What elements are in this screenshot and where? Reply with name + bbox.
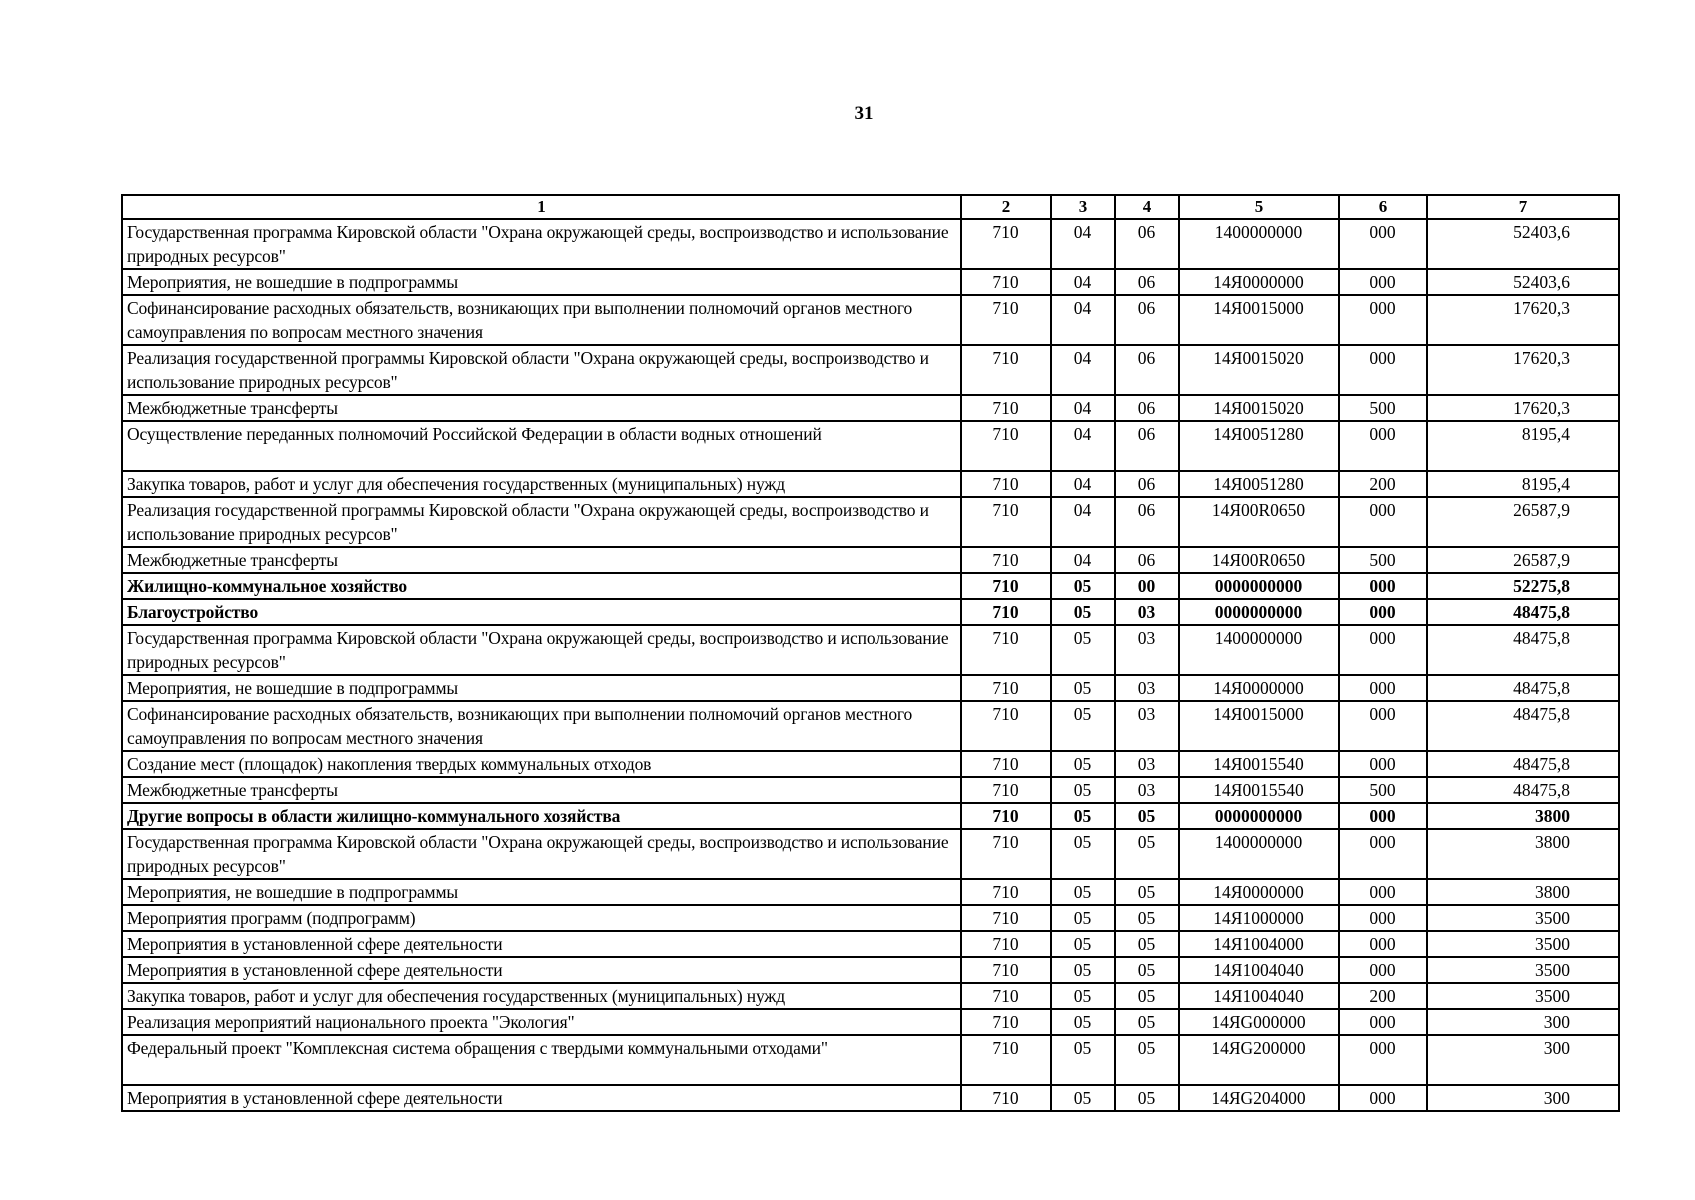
row-name: Государственная программа Кировской области "Охрана окружающей среды, воспроизводство и использование природных ресурсов" xyxy=(122,219,961,269)
row-name: Межбюджетные трансферты xyxy=(122,395,961,421)
budget-table xyxy=(121,194,1620,1112)
row-col-6: 200 xyxy=(1339,983,1427,1009)
table-row xyxy=(122,777,1619,803)
row-col-7: 17620,3 xyxy=(1427,295,1619,345)
row-col-4: 05 xyxy=(1115,803,1179,829)
row-col-2: 710 xyxy=(961,599,1051,625)
row-col-5: 0000000000 xyxy=(1179,599,1339,625)
row-col-5: 14Я0000000 xyxy=(1179,879,1339,905)
row-col-4: 06 xyxy=(1115,295,1179,345)
row-col-5: 1400000000 xyxy=(1179,625,1339,675)
row-col-5: 14Я1004040 xyxy=(1179,983,1339,1009)
row-col-5: 14ЯG204000 xyxy=(1179,1085,1339,1111)
row-name: Государственная программа Кировской области "Охрана окружающей среды, воспроизводство и использование природных ресурсов" xyxy=(122,625,961,675)
row-col-4: 06 xyxy=(1115,219,1179,269)
row-name: Создание мест (площадок) накопления твердых коммунальных отходов xyxy=(122,751,961,777)
row-name: Осуществление переданных полномочий Российской Федерации в области водных отношений xyxy=(122,421,961,471)
row-col-3: 05 xyxy=(1051,879,1115,905)
row-col-7: 48475,8 xyxy=(1427,675,1619,701)
row-col-6: 000 xyxy=(1339,957,1427,983)
row-col-7: 300 xyxy=(1427,1009,1619,1035)
row-col-5: 14Я0051280 xyxy=(1179,471,1339,497)
table-row xyxy=(122,675,1619,701)
row-col-4: 06 xyxy=(1115,497,1179,547)
row-col-2: 710 xyxy=(961,879,1051,905)
row-col-2: 710 xyxy=(961,295,1051,345)
table-row xyxy=(122,803,1619,829)
row-name: Реализация мероприятий национального проекта "Экология" xyxy=(122,1009,961,1035)
row-col-7: 3800 xyxy=(1427,829,1619,879)
header-row xyxy=(122,195,1619,219)
row-col-3: 04 xyxy=(1051,269,1115,295)
row-col-6: 000 xyxy=(1339,829,1427,879)
row-name: Мероприятия в установленной сфере деятельности xyxy=(122,931,961,957)
row-col-2: 710 xyxy=(961,219,1051,269)
row-col-4: 05 xyxy=(1115,1009,1179,1035)
row-name: Софинансирование расходных обязательств, возникающих при выполнении полномочий органов местного самоуправления по вопросам местного значения xyxy=(122,295,961,345)
row-col-3: 05 xyxy=(1051,701,1115,751)
row-col-3: 05 xyxy=(1051,777,1115,803)
row-col-7: 17620,3 xyxy=(1427,395,1619,421)
row-col-7: 26587,9 xyxy=(1427,497,1619,547)
row-col-5: 14Я0015020 xyxy=(1179,345,1339,395)
row-col-2: 710 xyxy=(961,931,1051,957)
row-col-6: 500 xyxy=(1339,395,1427,421)
row-col-3: 05 xyxy=(1051,803,1115,829)
header-col-7: 7 xyxy=(1427,195,1619,219)
row-col-7: 48475,8 xyxy=(1427,751,1619,777)
row-col-6: 000 xyxy=(1339,295,1427,345)
table-row xyxy=(122,751,1619,777)
row-col-3: 04 xyxy=(1051,547,1115,573)
header-col-5: 5 xyxy=(1179,195,1339,219)
row-col-7: 52403,6 xyxy=(1427,219,1619,269)
row-col-6: 000 xyxy=(1339,497,1427,547)
header-col-2: 2 xyxy=(961,195,1051,219)
row-col-7: 300 xyxy=(1427,1035,1619,1085)
table-row xyxy=(122,599,1619,625)
row-col-6: 000 xyxy=(1339,1035,1427,1085)
row-col-3: 04 xyxy=(1051,345,1115,395)
row-col-4: 03 xyxy=(1115,701,1179,751)
row-col-7: 3500 xyxy=(1427,905,1619,931)
row-col-3: 04 xyxy=(1051,295,1115,345)
row-col-7: 3500 xyxy=(1427,983,1619,1009)
row-col-6: 000 xyxy=(1339,905,1427,931)
row-col-2: 710 xyxy=(961,701,1051,751)
row-col-6: 000 xyxy=(1339,879,1427,905)
row-name: Благоустройство xyxy=(122,599,961,625)
row-col-2: 710 xyxy=(961,1009,1051,1035)
row-col-2: 710 xyxy=(961,269,1051,295)
row-col-5: 14Я0000000 xyxy=(1179,675,1339,701)
row-col-6: 000 xyxy=(1339,1009,1427,1035)
row-name: Межбюджетные трансферты xyxy=(122,547,961,573)
row-col-2: 710 xyxy=(961,345,1051,395)
table-row xyxy=(122,395,1619,421)
row-col-2: 710 xyxy=(961,547,1051,573)
row-col-4: 05 xyxy=(1115,905,1179,931)
table-row xyxy=(122,421,1619,471)
table-row xyxy=(122,957,1619,983)
row-col-4: 05 xyxy=(1115,957,1179,983)
row-col-6: 000 xyxy=(1339,421,1427,471)
table-row xyxy=(122,471,1619,497)
row-col-3: 05 xyxy=(1051,625,1115,675)
row-col-5: 14Я0015540 xyxy=(1179,777,1339,803)
row-col-3: 05 xyxy=(1051,573,1115,599)
row-col-6: 000 xyxy=(1339,675,1427,701)
row-col-2: 710 xyxy=(961,829,1051,879)
row-col-7: 48475,8 xyxy=(1427,701,1619,751)
row-name: Софинансирование расходных обязательств, возникающих при выполнении полномочий органов местного самоуправления по вопросам местного значения xyxy=(122,701,961,751)
row-col-6: 000 xyxy=(1339,1085,1427,1111)
row-col-7: 26587,9 xyxy=(1427,547,1619,573)
row-col-7: 48475,8 xyxy=(1427,625,1619,675)
row-col-3: 04 xyxy=(1051,395,1115,421)
page-number: 31 xyxy=(854,103,874,124)
row-col-6: 000 xyxy=(1339,625,1427,675)
row-col-3: 05 xyxy=(1051,599,1115,625)
row-col-3: 05 xyxy=(1051,1009,1115,1035)
row-col-6: 000 xyxy=(1339,751,1427,777)
table-row xyxy=(122,269,1619,295)
table-row xyxy=(122,701,1619,751)
row-name: Реализация государственной программы Кировской области "Охрана окружающей среды, воспроизводство и использование природных ресурсов" xyxy=(122,497,961,547)
row-col-3: 05 xyxy=(1051,905,1115,931)
row-col-5: 14Я1004040 xyxy=(1179,957,1339,983)
row-col-7: 17620,3 xyxy=(1427,345,1619,395)
table-row xyxy=(122,829,1619,879)
row-col-4: 05 xyxy=(1115,829,1179,879)
row-col-3: 05 xyxy=(1051,983,1115,1009)
row-col-6: 000 xyxy=(1339,803,1427,829)
row-col-7: 48475,8 xyxy=(1427,777,1619,803)
row-col-2: 710 xyxy=(961,625,1051,675)
row-col-4: 06 xyxy=(1115,471,1179,497)
row-name: Закупка товаров, работ и услуг для обеспечения государственных (муниципальных) нужд xyxy=(122,983,961,1009)
table-row xyxy=(122,1035,1619,1085)
table-row xyxy=(122,547,1619,573)
row-name: Мероприятия, не вошедшие в подпрограммы xyxy=(122,879,961,905)
row-name: Жилищно-коммунальное хозяйство xyxy=(122,573,961,599)
row-col-7: 52403,6 xyxy=(1427,269,1619,295)
table-row xyxy=(122,1085,1619,1111)
row-col-2: 710 xyxy=(961,471,1051,497)
row-col-3: 04 xyxy=(1051,421,1115,471)
row-col-6: 000 xyxy=(1339,345,1427,395)
table-row xyxy=(122,1009,1619,1035)
row-name: Реализация государственной программы Кировской области "Охрана окружающей среды, воспроизводство и использование природных ресурсов" xyxy=(122,345,961,395)
row-col-3: 05 xyxy=(1051,751,1115,777)
table-row xyxy=(122,931,1619,957)
row-col-3: 05 xyxy=(1051,1085,1115,1111)
table-body xyxy=(122,219,1619,1111)
row-col-5: 1400000000 xyxy=(1179,829,1339,879)
row-col-2: 710 xyxy=(961,421,1051,471)
row-col-3: 05 xyxy=(1051,829,1115,879)
row-col-3: 05 xyxy=(1051,675,1115,701)
row-col-4: 05 xyxy=(1115,1085,1179,1111)
row-col-7: 3500 xyxy=(1427,957,1619,983)
row-col-4: 03 xyxy=(1115,625,1179,675)
row-col-2: 710 xyxy=(961,751,1051,777)
row-name: Мероприятия, не вошедшие в подпрограммы xyxy=(122,269,961,295)
row-col-6: 000 xyxy=(1339,931,1427,957)
row-col-7: 52275,8 xyxy=(1427,573,1619,599)
row-col-4: 03 xyxy=(1115,599,1179,625)
row-col-6: 200 xyxy=(1339,471,1427,497)
row-col-5: 14Я1004000 xyxy=(1179,931,1339,957)
row-col-7: 8195,4 xyxy=(1427,421,1619,471)
row-col-2: 710 xyxy=(961,573,1051,599)
row-col-2: 710 xyxy=(961,803,1051,829)
row-col-6: 500 xyxy=(1339,777,1427,803)
row-col-3: 05 xyxy=(1051,957,1115,983)
row-col-3: 04 xyxy=(1051,219,1115,269)
row-name: Другие вопросы в области жилищно-коммунального хозяйства xyxy=(122,803,961,829)
row-col-2: 710 xyxy=(961,957,1051,983)
row-col-4: 05 xyxy=(1115,983,1179,1009)
row-col-2: 710 xyxy=(961,1035,1051,1085)
row-col-3: 05 xyxy=(1051,1035,1115,1085)
row-col-4: 03 xyxy=(1115,751,1179,777)
row-name: Мероприятия в установленной сфере деятельности xyxy=(122,957,961,983)
row-col-5: 14ЯG200000 xyxy=(1179,1035,1339,1085)
table-row xyxy=(122,219,1619,269)
row-col-4: 05 xyxy=(1115,879,1179,905)
row-name: Федеральный проект "Комплексная система обращения с твердыми коммунальными отходами" xyxy=(122,1035,961,1085)
row-col-5: 14Я0015020 xyxy=(1179,395,1339,421)
table-row xyxy=(122,983,1619,1009)
row-col-6: 000 xyxy=(1339,573,1427,599)
row-col-2: 710 xyxy=(961,497,1051,547)
row-col-4: 03 xyxy=(1115,777,1179,803)
row-col-2: 710 xyxy=(961,675,1051,701)
row-col-6: 000 xyxy=(1339,701,1427,751)
table-row xyxy=(122,295,1619,345)
row-col-4: 05 xyxy=(1115,1035,1179,1085)
header-col-3: 3 xyxy=(1051,195,1115,219)
table-row xyxy=(122,879,1619,905)
table-row xyxy=(122,905,1619,931)
row-name: Закупка товаров, работ и услуг для обеспечения государственных (муниципальных) нужд xyxy=(122,471,961,497)
row-col-5: 0000000000 xyxy=(1179,803,1339,829)
row-col-7: 48475,8 xyxy=(1427,599,1619,625)
row-col-6: 000 xyxy=(1339,269,1427,295)
row-col-5: 14Я00R0650 xyxy=(1179,547,1339,573)
row-col-6: 500 xyxy=(1339,547,1427,573)
row-col-4: 06 xyxy=(1115,269,1179,295)
row-name: Мероприятия, не вошедшие в подпрограммы xyxy=(122,675,961,701)
row-col-5: 14Я1000000 xyxy=(1179,905,1339,931)
row-col-5: 14Я0015000 xyxy=(1179,701,1339,751)
table-row xyxy=(122,625,1619,675)
row-col-5: 14Я0015000 xyxy=(1179,295,1339,345)
row-col-4: 06 xyxy=(1115,395,1179,421)
row-col-5: 14Я0015540 xyxy=(1179,751,1339,777)
row-col-2: 710 xyxy=(961,1085,1051,1111)
row-col-7: 3800 xyxy=(1427,879,1619,905)
row-col-2: 710 xyxy=(961,777,1051,803)
header-col-4: 4 xyxy=(1115,195,1179,219)
row-name: Межбюджетные трансферты xyxy=(122,777,961,803)
row-col-2: 710 xyxy=(961,395,1051,421)
table-row xyxy=(122,573,1619,599)
table-row xyxy=(122,497,1619,547)
row-col-5: 0000000000 xyxy=(1179,573,1339,599)
row-col-5: 14Я0051280 xyxy=(1179,421,1339,471)
row-col-4: 00 xyxy=(1115,573,1179,599)
row-col-4: 03 xyxy=(1115,675,1179,701)
row-col-7: 3800 xyxy=(1427,803,1619,829)
row-col-5: 14Я0000000 xyxy=(1179,269,1339,295)
row-col-4: 06 xyxy=(1115,547,1179,573)
row-col-5: 14Я00R0650 xyxy=(1179,497,1339,547)
row-col-7: 300 xyxy=(1427,1085,1619,1111)
row-col-6: 000 xyxy=(1339,219,1427,269)
row-name: Мероприятия программ (подпрограмм) xyxy=(122,905,961,931)
row-col-6: 000 xyxy=(1339,599,1427,625)
row-col-2: 710 xyxy=(961,905,1051,931)
row-col-3: 04 xyxy=(1051,497,1115,547)
row-name: Государственная программа Кировской области "Охрана окружающей среды, воспроизводство и использование природных ресурсов" xyxy=(122,829,961,879)
row-col-4: 06 xyxy=(1115,345,1179,395)
row-col-5: 14ЯG000000 xyxy=(1179,1009,1339,1035)
table-row xyxy=(122,345,1619,395)
header-col-1: 1 xyxy=(122,195,961,219)
row-col-3: 04 xyxy=(1051,471,1115,497)
row-col-5: 1400000000 xyxy=(1179,219,1339,269)
row-name: Мероприятия в установленной сфере деятельности xyxy=(122,1085,961,1111)
row-col-4: 06 xyxy=(1115,421,1179,471)
header-col-6: 6 xyxy=(1339,195,1427,219)
row-col-7: 8195,4 xyxy=(1427,471,1619,497)
row-col-2: 710 xyxy=(961,983,1051,1009)
row-col-3: 05 xyxy=(1051,931,1115,957)
row-col-4: 05 xyxy=(1115,931,1179,957)
row-col-7: 3500 xyxy=(1427,931,1619,957)
